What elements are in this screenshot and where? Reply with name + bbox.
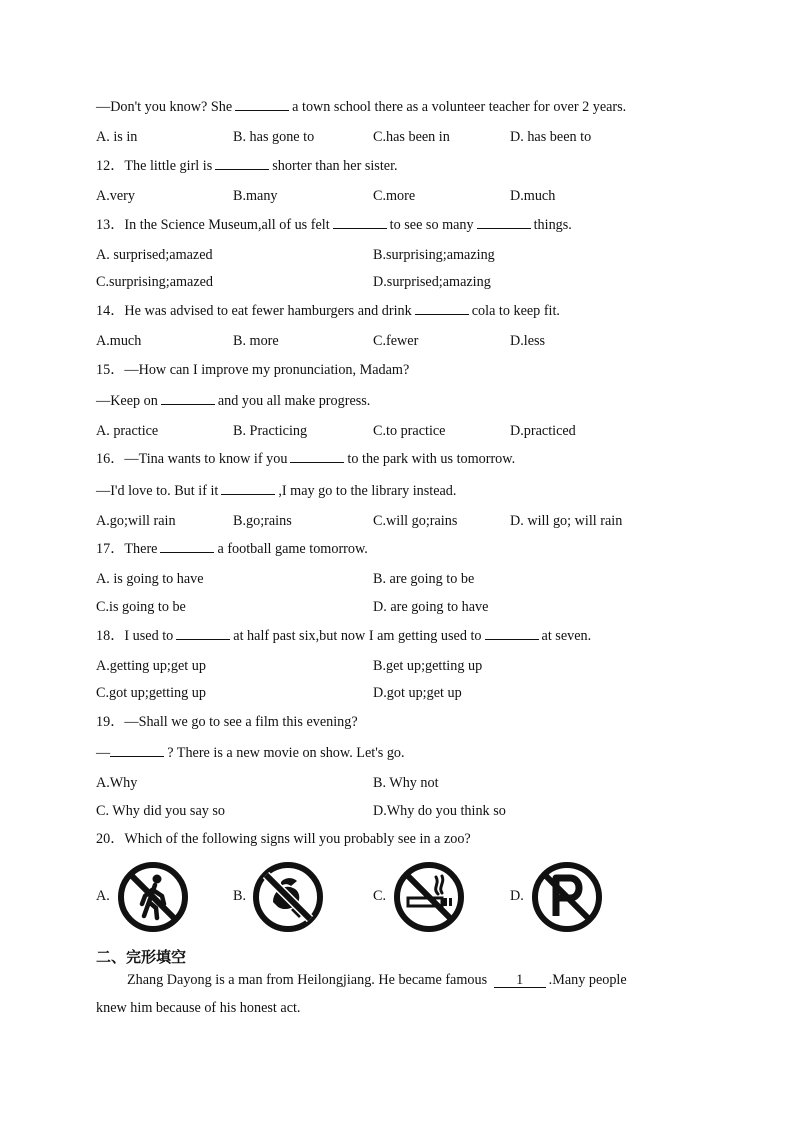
- no-parking-sign-icon[interactable]: [530, 860, 604, 934]
- option-d[interactable]: D. are going to have: [373, 599, 489, 615]
- q14-stem: 14．He was advised to eat fewer hamburgers and drink cola to keep fit.: [96, 303, 560, 319]
- option-b[interactable]: B. Practicing: [233, 423, 308, 439]
- option-d[interactable]: D. has been to: [510, 129, 592, 145]
- option-a[interactable]: A.much: [96, 333, 142, 349]
- option-b[interactable]: B. has gone to: [233, 129, 315, 145]
- option-c[interactable]: C. Why did you say so: [96, 803, 226, 819]
- option-c[interactable]: C.will go;rains: [373, 513, 458, 529]
- answer-blank[interactable]: [333, 216, 387, 229]
- q20-sign-options: [96, 860, 696, 934]
- answer-blank[interactable]: [161, 392, 215, 405]
- section-heading: 二、完形填空: [96, 948, 187, 966]
- option-c[interactable]: C.is going to be: [96, 599, 186, 615]
- option-d[interactable]: D.got up;get up: [373, 685, 462, 701]
- option-c[interactable]: C.has been in: [373, 129, 450, 145]
- option-c[interactable]: C.fewer: [373, 333, 419, 349]
- option-d[interactable]: D.less: [510, 333, 546, 349]
- option-c[interactable]: C.got up;getting up: [96, 685, 206, 701]
- option-b[interactable]: B.go;rains: [233, 513, 292, 529]
- q18-stem: 18．I used to at half past six,but now I am getting used to at seven.: [96, 628, 592, 644]
- option-c[interactable]: C.more: [373, 188, 416, 204]
- option-a[interactable]: A.getting up;get up: [96, 658, 206, 674]
- option-a[interactable]: A. is in: [96, 129, 138, 145]
- q15-reply: —Keep on and you all make progress.: [96, 393, 371, 409]
- answer-blank[interactable]: [290, 450, 344, 463]
- q13-stem: 13．In the Science Museum,all of us felt to see so many things.: [96, 217, 572, 233]
- option-b[interactable]: B.get up;getting up: [373, 658, 483, 674]
- answer-blank[interactable]: [477, 216, 531, 229]
- option-d[interactable]: D.surprised;amazing: [373, 274, 491, 290]
- option-b[interactable]: B. are going to be: [373, 571, 475, 587]
- q19-stem: 19．—Shall we go to see a film this evening?: [96, 714, 358, 730]
- q16-stem: 16．—Tina wants to know if you to the park with us tomorrow.: [96, 451, 516, 467]
- answer-blank[interactable]: [235, 98, 289, 111]
- answer-blank[interactable]: [415, 302, 469, 315]
- option-a[interactable]: A.Why: [96, 775, 138, 791]
- option-d-label[interactable]: D.: [510, 888, 524, 904]
- no-feeding-sign-icon[interactable]: [251, 860, 325, 934]
- q19-reply: — ? There is a new movie on show. Let's go.: [96, 745, 405, 761]
- option-a[interactable]: A.go;will rain: [96, 513, 176, 529]
- answer-blank[interactable]: [485, 627, 539, 640]
- answer-blank[interactable]: [176, 627, 230, 640]
- answer-blank[interactable]: [221, 482, 275, 495]
- no-smoking-sign-icon[interactable]: [392, 860, 466, 934]
- answer-blank[interactable]: [110, 744, 164, 757]
- option-b-label[interactable]: B.: [233, 888, 247, 904]
- option-b[interactable]: B. more: [233, 333, 279, 349]
- option-a[interactable]: A. is going to have: [96, 571, 204, 587]
- option-c[interactable]: C.surprising;amazed: [96, 274, 214, 290]
- option-c[interactable]: C.to practice: [373, 423, 446, 439]
- option-a[interactable]: A.very: [96, 188, 136, 204]
- q12-stem: 12．The little girl is shorter than her sister.: [96, 158, 398, 174]
- q20-stem: 20．Which of the following signs will you probably see in a zoo?: [96, 831, 471, 847]
- q17-stem: 17．There a football game tomorrow.: [96, 541, 368, 557]
- answer-blank[interactable]: [160, 540, 214, 553]
- no-walking-sign-icon[interactable]: [116, 860, 190, 934]
- option-d[interactable]: D.much: [510, 188, 556, 204]
- option-b[interactable]: B.surprising;amazing: [373, 247, 495, 263]
- answer-blank[interactable]: [215, 157, 269, 170]
- option-a-label[interactable]: A.: [96, 888, 110, 904]
- q11-stem: —Don't you know? She a town school there as a volunteer teacher for over 2 years.: [96, 99, 627, 115]
- cloze-blank-1[interactable]: 1: [494, 973, 546, 988]
- option-a[interactable]: A. practice: [96, 423, 159, 439]
- q15-stem: 15．—How can I improve my pronunciation, Madam?: [96, 362, 410, 378]
- cloze-paragraph-line1: Zhang Dayong is a man from Heilongjiang. He became famous 1 .Many people: [127, 972, 627, 988]
- option-c-label[interactable]: C.: [373, 888, 387, 904]
- option-a[interactable]: A. surprised;amazed: [96, 247, 213, 263]
- option-d[interactable]: D. will go; will rain: [510, 513, 623, 529]
- option-d[interactable]: D.Why do you think so: [373, 803, 506, 819]
- q16-reply: —I'd love to. But if it ,I may go to the library instead.: [96, 483, 457, 499]
- option-b[interactable]: B. Why not: [373, 775, 439, 791]
- option-d[interactable]: D.practiced: [510, 423, 576, 439]
- cloze-paragraph-line2: knew him because of his honest act.: [96, 1000, 301, 1016]
- option-b[interactable]: B.many: [233, 188, 278, 204]
